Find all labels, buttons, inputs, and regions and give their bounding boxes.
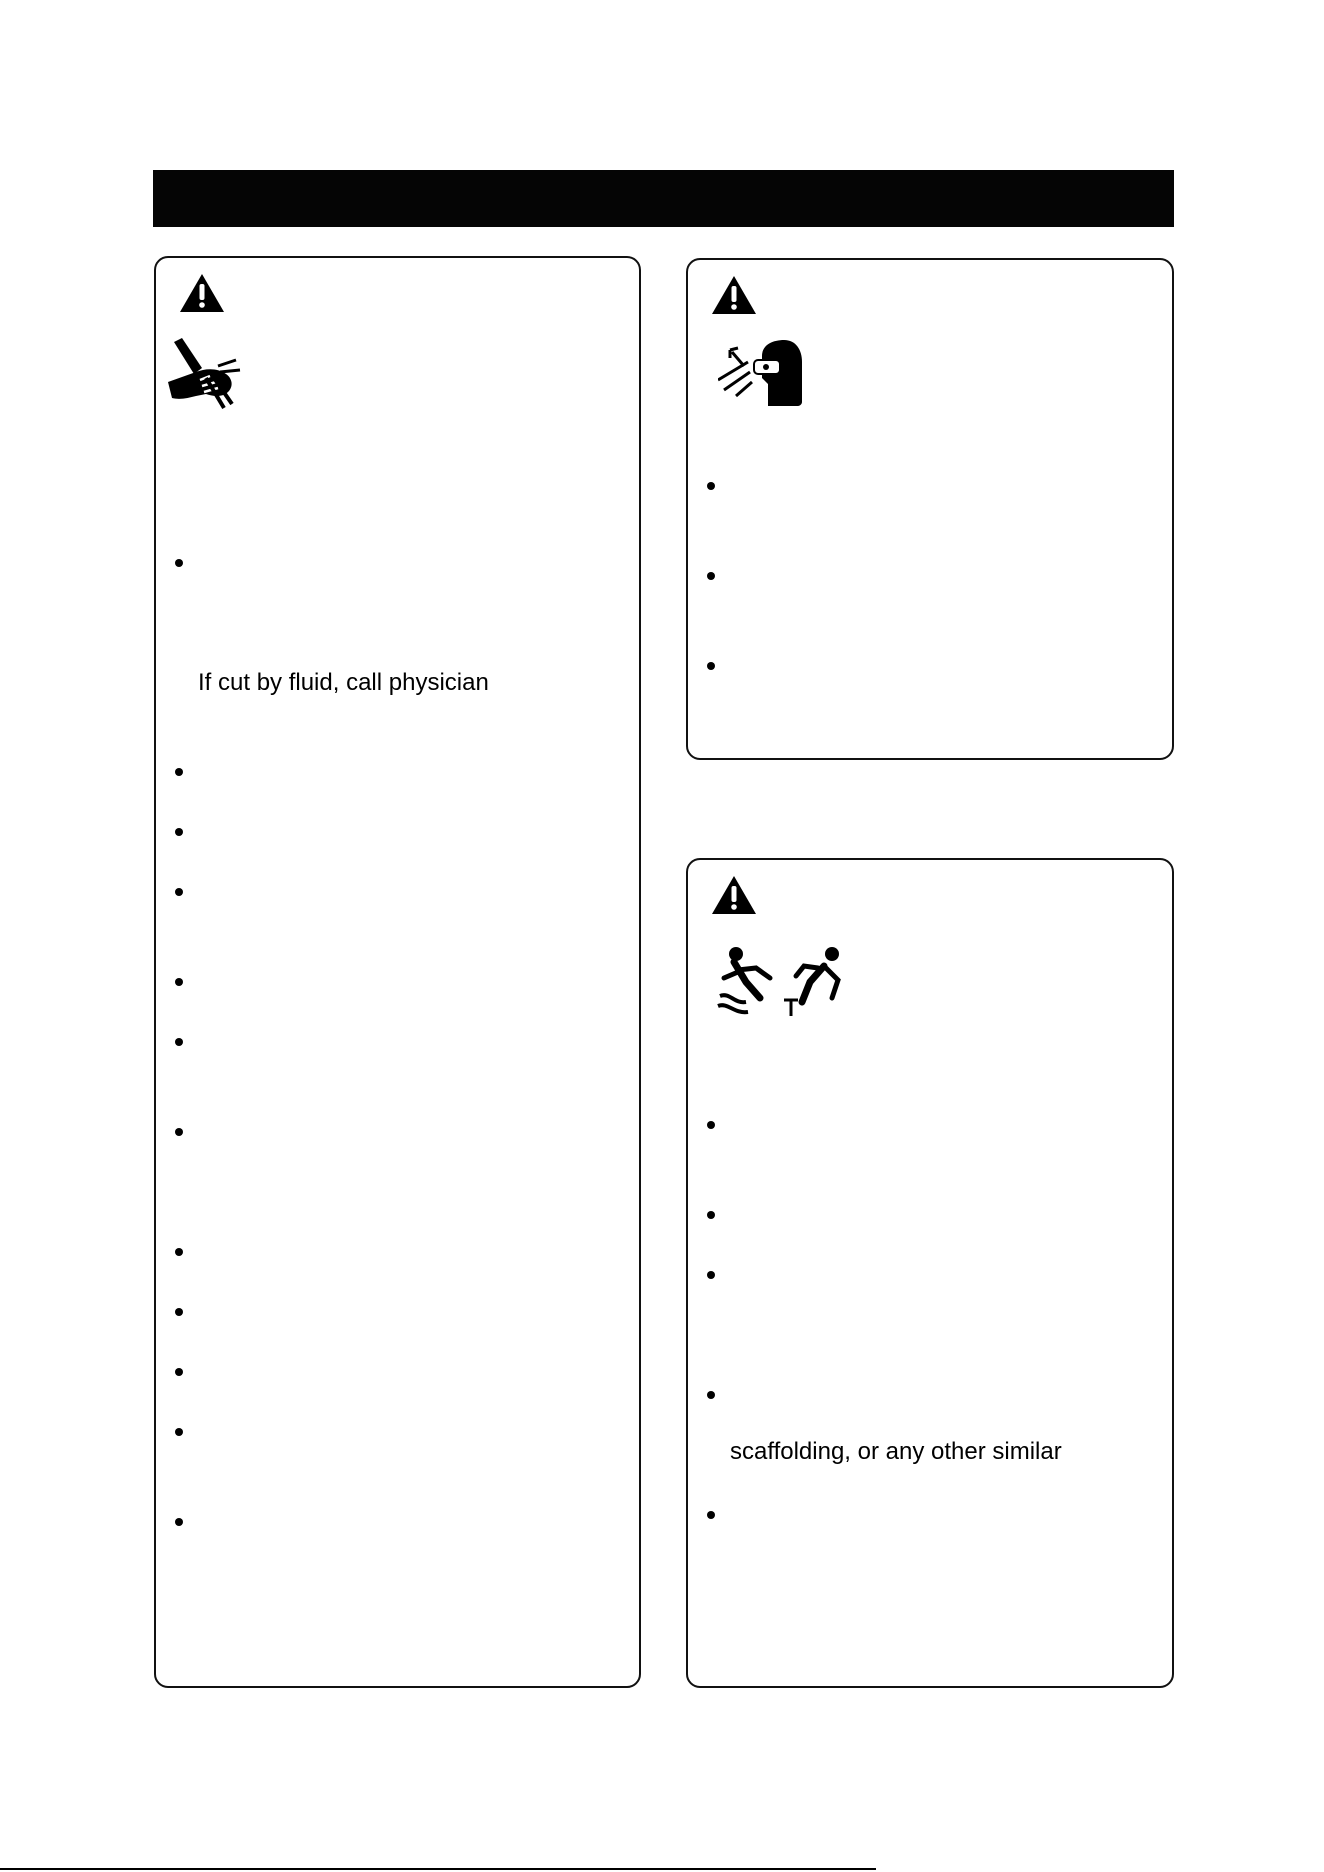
bullet [175,1368,183,1376]
section-header-bar [153,170,1174,227]
bullet [707,1511,715,1519]
bullet [175,559,183,567]
bullet [707,572,715,580]
bullet [175,1428,183,1436]
hand-injection-hazard-icon [166,338,242,410]
bullet [707,1211,715,1219]
bullet [175,828,183,836]
bullet [175,1038,183,1046]
warning-triangle-icon [710,274,758,316]
bullet [175,1518,183,1526]
slip-hazard-icon [716,946,782,1016]
warning-triangle-icon [178,272,226,314]
bullet [707,1391,715,1399]
fluid-cut-instruction: If cut by fluid, call physician [198,669,489,696]
bullet [175,768,183,776]
warning-panel-eye-protection [686,258,1174,760]
bullet [175,1308,183,1316]
bullet [707,1121,715,1129]
warning-panel-fall-hazard [686,858,1174,1688]
bullet [175,1248,183,1256]
bullet [175,1128,183,1136]
page-footer-rule [0,1868,876,1870]
bullet [707,1271,715,1279]
warning-panel-injection [154,256,641,1688]
bullet [707,482,715,490]
bullet [707,662,715,670]
eye-protection-icon [718,340,802,406]
warning-triangle-icon [710,874,758,916]
bullet [175,978,183,986]
trip-hazard-icon [784,946,844,1016]
scaffolding-text: scaffolding, or any other similar [730,1438,1062,1465]
bullet [175,888,183,896]
